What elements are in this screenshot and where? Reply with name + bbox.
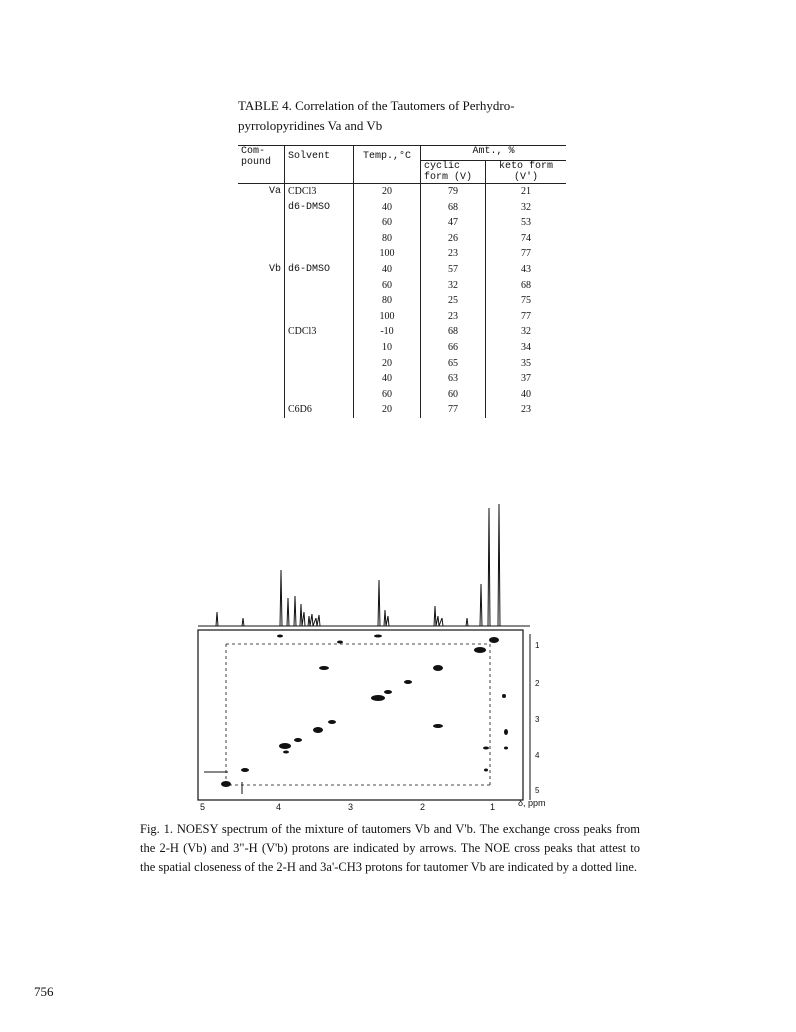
cell-solvent (285, 309, 354, 325)
cell-solvent (285, 387, 354, 403)
projection-peaks (216, 504, 500, 626)
cell-temp: -10 (354, 324, 421, 340)
noe-dotted-line (226, 644, 490, 785)
cell-cyclic: 47 (421, 215, 486, 231)
cell-temp: 60 (354, 215, 421, 231)
cell-temp: 60 (354, 278, 421, 294)
table-row (238, 387, 566, 403)
cell-keto: 77 (521, 248, 531, 260)
x-tick-2: 2 (420, 802, 426, 812)
cell-compound (238, 324, 285, 340)
table-row (238, 356, 566, 372)
table-row (238, 340, 566, 356)
header-compound: Com- pound (238, 146, 285, 184)
header-cyclic: cyclic form (V) (421, 161, 486, 184)
x-tick-1: 1 (490, 802, 496, 812)
cell-compound (238, 215, 285, 231)
page-number: 756 (34, 984, 54, 999)
diagonal-peaks (221, 637, 499, 787)
cell-keto: 75 (521, 295, 531, 307)
x-tick-5: 5 (200, 802, 206, 812)
table-row (238, 324, 566, 340)
cell-keto: 32 (521, 201, 531, 213)
cell-solvent (285, 293, 354, 309)
table-row (238, 200, 566, 216)
cell-cyclic: 68 (421, 324, 486, 340)
cell-temp: 40 (354, 200, 421, 216)
cell-compound (238, 246, 285, 262)
cell-compound: Vb (238, 262, 285, 278)
cell-compound (238, 356, 285, 372)
table-row (238, 402, 566, 418)
cell-cyclic: 66 (421, 340, 486, 356)
cell-solvent (285, 215, 354, 231)
table-row (238, 262, 566, 278)
table-row (238, 309, 566, 325)
cell-keto: 21 (521, 186, 531, 197)
cell-temp: 60 (354, 387, 421, 403)
cross-peaks (277, 635, 508, 772)
cell-keto: 23 (521, 404, 531, 416)
cell-solvent: CDCl3 (285, 324, 354, 340)
table-row (238, 293, 566, 309)
x-tick-4: 4 (276, 802, 282, 812)
cell-solvent: C6D6 (285, 402, 354, 418)
cell-compound (238, 293, 285, 309)
cell-cyclic: 32 (421, 278, 486, 294)
cell-temp: 100 (354, 309, 421, 325)
header-temp: Temp.,°C (354, 146, 421, 184)
cell-keto: 35 (521, 357, 531, 369)
figure-caption: Fig. 1. NOESY spectrum of the mixture of tautomers Vb and V'b. The exchange cross peaks from the 2-H (Vb) and 3"-H (V'b) protons are indicated by arrows. The NOE cross peaks that attest to the spatial closeness of the 2-H and 3a'-CH3 protons for tautomer Vb are indicated by a dotted line. (140, 822, 640, 874)
cell-keto: 43 (521, 263, 531, 275)
cell-compound (238, 231, 285, 247)
cell-cyclic: 65 (421, 356, 486, 372)
cell-solvent: d6-DMSO (285, 262, 354, 278)
contour-plot-frame (198, 630, 523, 800)
cell-solvent (285, 371, 354, 387)
cell-cyclic: 26 (421, 231, 486, 247)
table-row (238, 231, 566, 247)
cell-compound (238, 340, 285, 356)
table-row (238, 246, 566, 262)
tautomer-table (238, 145, 566, 418)
cell-solvent: CDCl3 (285, 184, 354, 200)
y-tick-5: 5 (535, 786, 540, 795)
cell-compound: Va (238, 184, 285, 200)
cell-temp: 80 (354, 231, 421, 247)
cell-cyclic: 68 (421, 200, 486, 216)
header-keto: keto form (V') (486, 161, 567, 184)
table-row (238, 278, 566, 294)
cell-cyclic: 23 (421, 309, 486, 325)
cell-cyclic: 77 (421, 402, 486, 418)
table-row (238, 184, 566, 200)
cell-temp: 80 (354, 293, 421, 309)
cell-cyclic: 60 (421, 387, 486, 403)
cell-keto: 74 (521, 232, 531, 244)
cell-temp: 40 (354, 262, 421, 278)
cell-keto: 37 (521, 373, 531, 385)
cell-temp: 40 (354, 371, 421, 387)
cell-keto: 53 (521, 217, 531, 229)
header-amt: Amt., % (421, 146, 567, 161)
x-tick-3: 3 (348, 802, 354, 812)
cell-keto: 32 (521, 326, 531, 338)
cell-solvent (285, 231, 354, 247)
x-axis (200, 802, 495, 812)
cell-solvent (285, 356, 354, 372)
cell-cyclic: 63 (421, 371, 486, 387)
cell-temp: 20 (354, 184, 421, 200)
cell-compound (238, 309, 285, 325)
cell-keto: 34 (521, 341, 531, 353)
header-solvent: Solvent (285, 146, 354, 184)
cell-compound (238, 402, 285, 418)
cell-solvent (285, 340, 354, 356)
cell-temp: 10 (354, 340, 421, 356)
cell-solvent (285, 246, 354, 262)
y-tick-3: 3 (535, 715, 540, 724)
cell-compound (238, 371, 285, 387)
cell-keto: 68 (521, 279, 531, 291)
cell-keto: 40 (521, 388, 531, 400)
cell-compound (238, 387, 285, 403)
table-title-line2: pyrrolopyridines Va and Vb (238, 118, 383, 133)
y-tick-1: 1 (535, 641, 540, 650)
table-row (238, 215, 566, 231)
table-title (238, 96, 568, 136)
cell-cyclic: 25 (421, 293, 486, 309)
y-tick-4: 4 (535, 751, 540, 760)
cell-solvent (285, 278, 354, 294)
y-axis (518, 634, 546, 808)
cell-solvent: d6-DMSO (285, 200, 354, 216)
table-title-line1: TABLE 4. Correlation of the Tautomers of Perhydro- (238, 98, 515, 113)
noesy-figure (190, 500, 550, 812)
y-tick-2: 2 (535, 679, 540, 688)
cell-temp: 20 (354, 356, 421, 372)
cell-temp: 100 (354, 246, 421, 262)
cell-compound (238, 200, 285, 216)
cell-temp: 20 (354, 402, 421, 418)
table-body (238, 184, 566, 418)
cell-cyclic: 79 (421, 184, 486, 200)
table-row (238, 371, 566, 387)
cell-cyclic: 57 (421, 262, 486, 278)
cell-cyclic: 23 (421, 246, 486, 262)
axis-unit: δ, ppm (518, 798, 546, 808)
cell-compound (238, 278, 285, 294)
projection-spectrum (198, 504, 530, 626)
cell-keto: 77 (521, 310, 531, 322)
